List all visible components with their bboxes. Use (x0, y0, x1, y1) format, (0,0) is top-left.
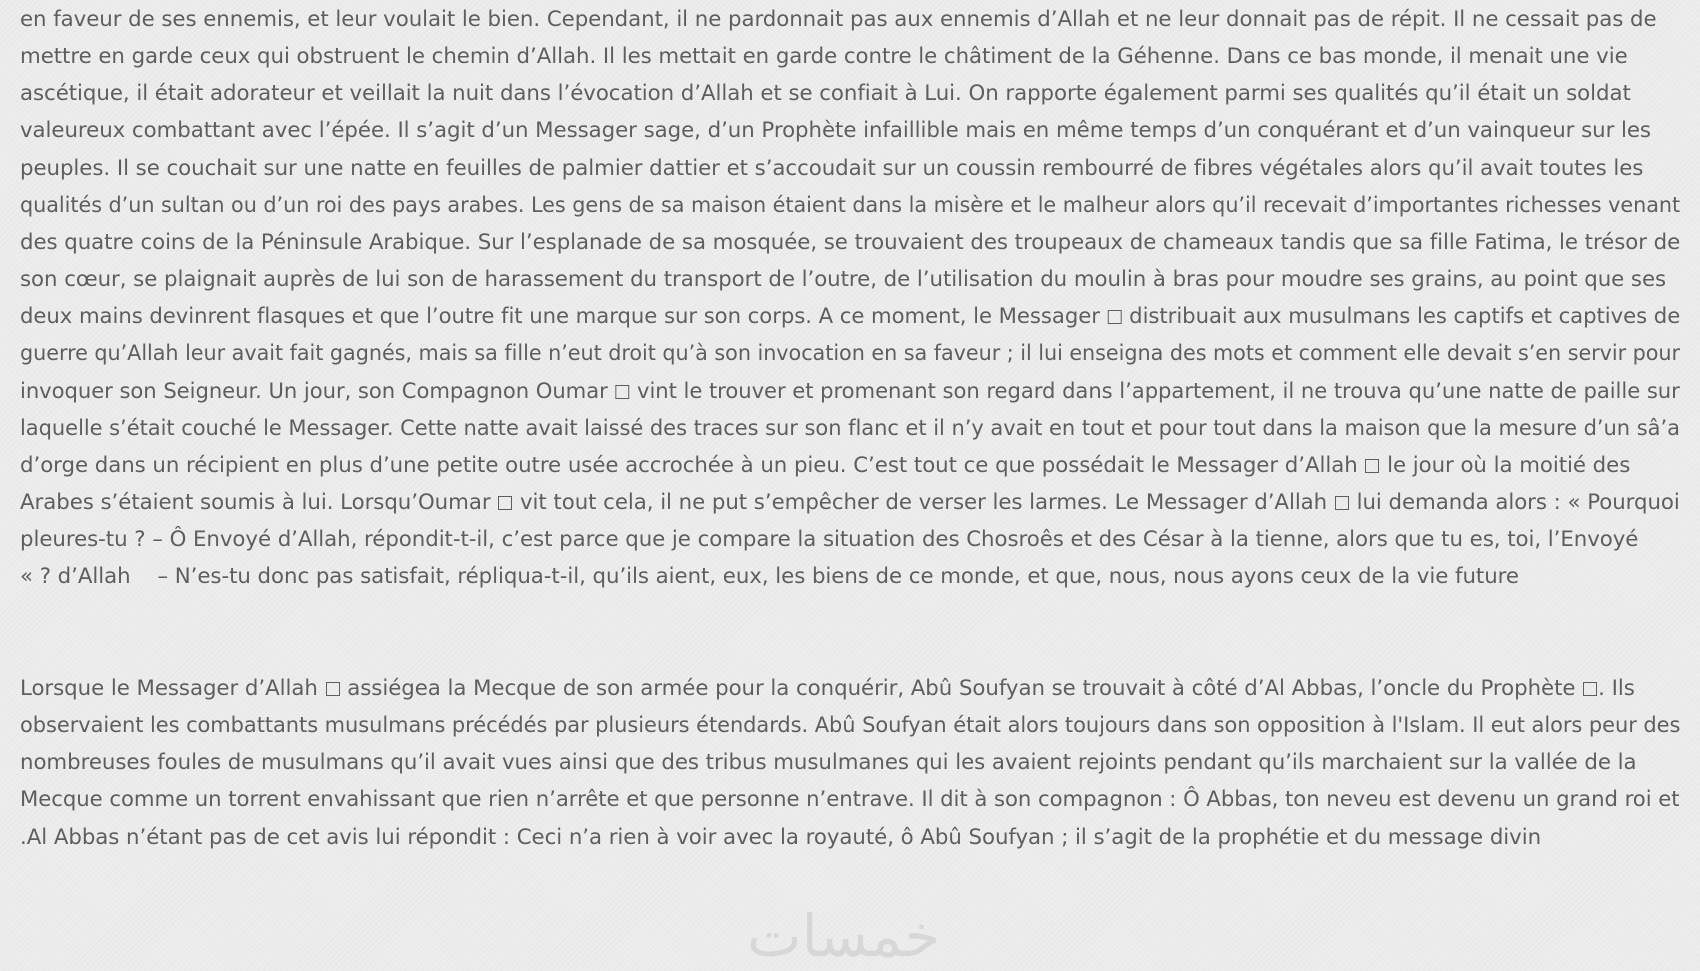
missing-glyph-box-icon (326, 682, 340, 696)
text-segment: vit tout cela, il ne put s’empêcher de verser les larmes. Le Messager d’Allah (513, 489, 1334, 515)
text-line: laquelle s’était couché le Messager. Cette natte avait laissé des traces sur son flanc et il n’y avait en tout et pour tout dans la maison que la mesure d’un sâ’a (20, 415, 1680, 441)
missing-glyph-box-icon (1108, 310, 1122, 324)
text-line: observaient les combattants musulmans précédés par plusieurs étendards. Abû Soufyan était alors toujours dans son opposition à l'Islam. Il eut alors peur des (20, 713, 1681, 739)
text-segment: assiégea la Mecque de son armée pour la conquérir, Abû Soufyan se trouvait à côté d’Al Abbas, l’oncle du Prophète (340, 676, 1583, 701)
text-line: mettre en garde ceux qui obstruent le chemin d’Allah. Il les mettait en garde contre le châtiment de la Géhenne. Dans ce bas monde, il menait une vie (20, 44, 1628, 70)
text-segment: invoquer son Seigneur. Un jour, son Compagnon Oumar (20, 378, 615, 404)
text-line: des quatre coins de la Péninsule Arabique. Sur l’esplanade de sa mosquée, se trouvaient des troupeaux de chameaux tandis que sa fille Fatima, le trésor de (20, 229, 1681, 255)
text-line: peuples. Il se couchait sur une natte en feuilles de palmier dattier et s’accoudait sur un coussin rembourré de fibres végétales alors qu’il avait toutes les (20, 155, 1644, 181)
missing-glyph-box-icon (615, 385, 629, 399)
text-segment: d’orge dans un récipient en plus d’une petite outre usée accrochée à un pieu. C’est tout ce que possédait le Messager d’Allah (20, 452, 1365, 478)
text-line: guerre qu’Allah leur avait fait gagnés, mais sa fille n’eut droit qu’à son invocation en sa faveur ; il lui enseigna des mots et comment elle devait s’en servir pour (20, 341, 1681, 367)
text-segment: deux mains devinrent flasques et que l’outre fit une marque sur son corps. A ce moment, le Messager (20, 304, 1107, 330)
missing-glyph-box-icon (498, 496, 512, 510)
text-line (20, 483, 1680, 523)
text-segment: lui demanda alors : « Pourquoi (1349, 489, 1680, 515)
text-line: ascétique, il était adorateur et veillait la nuit dans l’évocation d’Allah et se confiait à Lui. On rapporte également parmi ses qualités qu’il était un soldat (20, 81, 1631, 107)
text-line: pleures-tu ? – Ô Envoyé d’Allah, répondit-t-il, c’est parce que je compare la situation des Chosroês et des César à la tienne, alors que tu es, toi, l’Envoyé (20, 527, 1639, 553)
text-line (20, 446, 1630, 486)
text-line: « ? d’Allah – N’es-tu donc pas satisfait, répliqua-t-il, qu’ils aient, eux, les biens de ce monde, et que, nous, nous ayons ceux de la vie future (20, 564, 1519, 590)
text-segment: Lorsque le Messager d’Allah (20, 676, 325, 701)
text-line (20, 297, 1680, 337)
text-line: nombreuses foules de musulmans qu’il avait vues ainsi que des tribus musulmanes qui les avaient rejoints pendant qu’ils marchaient sur la vallée de la (20, 750, 1637, 776)
text-segment: Arabes s’étaient soumis à lui. Lorsqu’Oumar (20, 489, 498, 515)
text-line (20, 669, 1635, 709)
missing-glyph-box-icon (1335, 496, 1349, 510)
text-line: en faveur de ses ennemis, et leur voulait le bien. Cependant, il ne pardonnait pas aux ennemis d’Allah et ne leur donnait pas de répit. Il ne cessait pas de (20, 7, 1657, 32)
text-segment: le jour où la moitié des (1380, 452, 1631, 478)
text-line: Mecque comme un torrent envahissant que rien n’arrête et que personne n’entrave. Il dit à son compagnon : Ô Abbas, ton neveu est devenu un grand roi et (20, 787, 1680, 813)
text-segment: vint le trouver et promenant son regard dans l’appartement, il ne trouva qu’une natte de paille sur (630, 378, 1680, 404)
site-watermark-logo: خمسات (747, 902, 941, 970)
text-line: .Al Abbas n’étant pas de cet avis lui répondit : Ceci n’a rien à voir avec la royauté, ô Abû Soufyan ; il s’agit de la prophétie et du message divin (20, 824, 1542, 850)
text-line: valeureux combattant avec l’épée. Il s’agit d’un Messager sage, d’un Prophète infaillible mais en même temps d’un conquérant et d’un vainqueur sur les (20, 118, 1651, 144)
text-line: son cœur, se plaignait auprès de lui son de harassement du transport de l’outre, de l’utilisation du moulin à bras pour moudre ses grains, au point que ses (20, 267, 1667, 293)
text-line (20, 372, 1680, 412)
missing-glyph-box-icon (1365, 459, 1379, 473)
missing-glyph-box-icon (1583, 682, 1597, 696)
text-segment: . Ils (1598, 676, 1635, 701)
text-segment: distribuait aux musulmans les captifs et captives de (1122, 304, 1681, 330)
text-line: qualités d’un sultan ou d’un roi des pays arabes. Les gens de sa maison étaient dans la misère et le malheur alors qu’il recevait d’importantes richesses venant (20, 192, 1681, 218)
